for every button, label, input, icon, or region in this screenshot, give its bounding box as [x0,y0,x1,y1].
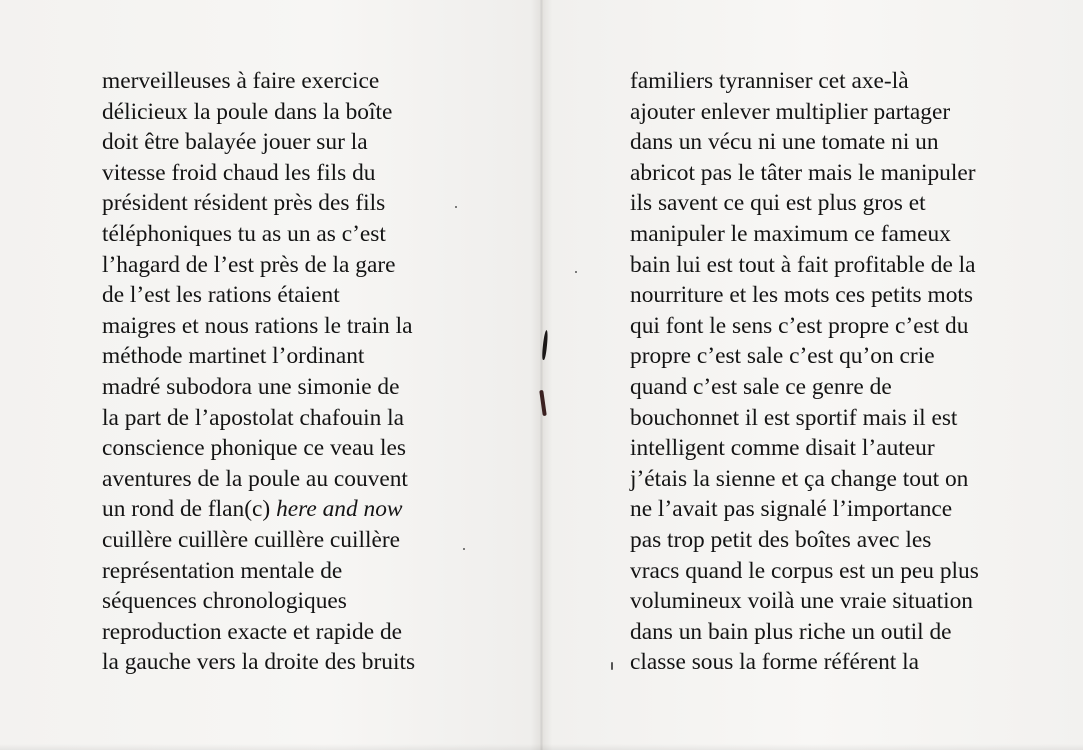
right-page-text [630,66,979,678]
right-line: dans un vécu ni une tomate ni un [630,129,939,156]
right-line: vracs quand le corpus est un peu plus [630,557,979,584]
left-line: délicieux la poule dans la boîte [102,98,393,125]
right-line: nourriture et les mots ces petits mots [630,282,974,309]
left-line-prefix: un rond de flan(c) [102,496,277,523]
italic-phrase: here and now [276,496,403,523]
left-line: président résident près des fils [102,190,386,217]
left-line: la gauche vers la droite des bruits [102,649,416,676]
right-line: classe sous la forme référent la [630,649,920,676]
paper-speck [455,206,457,208]
left-line: conscience phonique ce veau les [102,435,406,462]
right-line: bain lui est tout à fait profitable de la [630,251,976,278]
left-line: madré subodora une simonie de [102,373,400,400]
right-line: ils savent ce qui est plus gros et [630,190,926,217]
paper-speck [463,548,465,550]
paper-speck [611,662,613,670]
left-line: l’hagard de l’est près de la gare [102,251,396,278]
left-line: représentation mentale de [102,557,343,584]
right-line: volumineux voilà une vraie situation [630,588,973,615]
right-line: ajouter enlever multiplier partager [630,98,951,125]
left-line: aventures de la poule au couvent [102,465,408,492]
right-line: bouchonnet il est sportif mais il est [630,404,958,431]
left-line: de l’est les rations étaient [102,282,340,309]
right-line: intelligent comme disait l’auteur [630,435,935,462]
right-line: manipuler le maximum ce fameux [630,220,951,247]
left-line: méthode martinet l’ordinant [102,343,365,370]
right-line: ne l’avait pas signalé l’importance [630,496,953,523]
right-line: familiers tyranniser cet axe-là [630,68,909,94]
left-line: merveilleuses à faire exercice [102,68,380,94]
right-line: qui font le sens c’est propre c’est du [630,312,969,339]
page-bottom-edge [0,744,1083,750]
right-line: propre c’est sale c’est qu’on crie [630,343,935,370]
right-line: dans un bain plus riche un outil de [630,618,952,645]
left-line: cuillère cuillère cuillère cuillère [102,526,401,553]
right-line: abricot pas le tâter mais le manipuler [630,159,976,186]
right-line: pas trop petit des boîtes avec les [630,526,932,553]
left-line: la part de l’apostolat chafouin la [102,404,405,431]
left-line: séquences chronologiques [102,588,347,615]
paper-speck [575,271,577,273]
left-line: doit être balayée jouer sur la [102,129,368,156]
left-line: téléphoniques tu as un as c’est [102,220,386,247]
right-page [542,0,1083,750]
left-line: reproduction exacte et rapide de [102,618,403,645]
left-line: vitesse froid chaud les fils du [102,159,376,186]
left-page [0,0,541,750]
left-line: maigres et nous rations le train la [102,312,413,339]
right-line: quand c’est sale ce genre de [630,373,892,400]
left-line-with-italic [102,494,415,525]
left-page-text [102,66,415,678]
right-line: j’étais la sienne et ça change tout on [630,465,969,492]
